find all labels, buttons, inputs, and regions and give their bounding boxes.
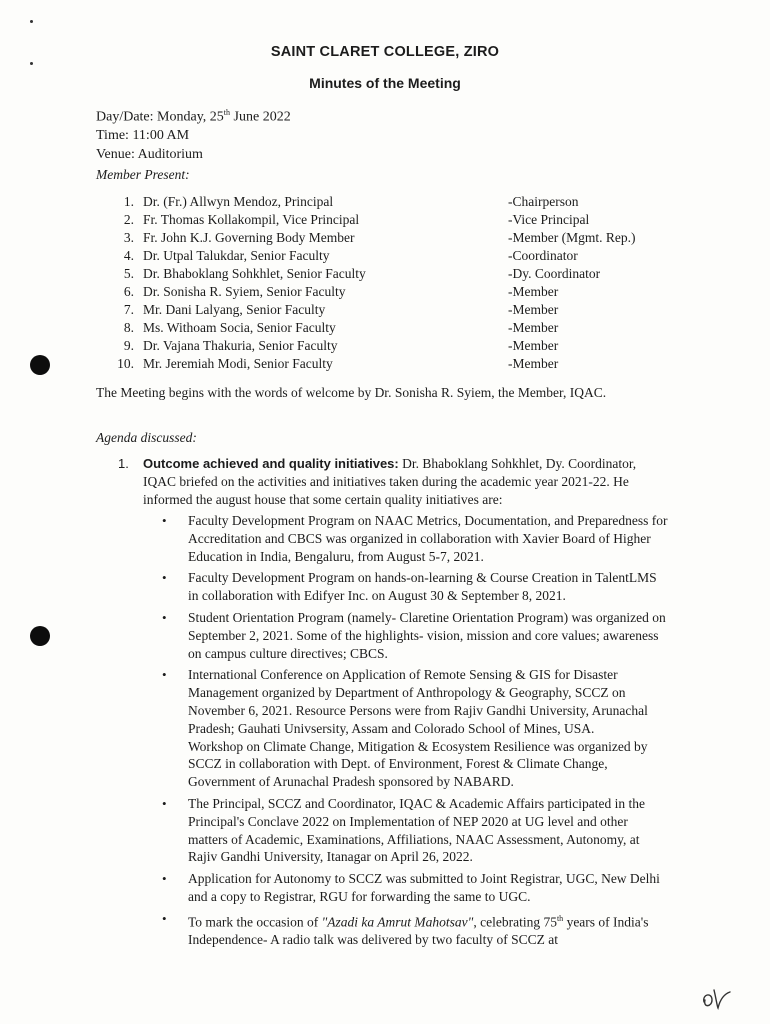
member-row	[116, 302, 676, 320]
member-row	[116, 194, 676, 212]
member-row	[116, 356, 676, 374]
scan-speck	[30, 20, 33, 23]
member-name: Mr. Dani Lalyang, Senior Faculty	[143, 302, 326, 317]
member-row	[116, 284, 676, 302]
members-list	[116, 194, 676, 374]
initiative-bullet: • To mark the occasion of "Azadi ka Amrut Mahotsav", celebrating 75th years of India's Independence- A radio talk was delivered by two faculty of SCCZ at	[188, 910, 668, 949]
member-row	[116, 230, 676, 248]
member-name: Dr. Sonisha R. Syiem, Senior Faculty	[143, 284, 346, 299]
meeting-details	[96, 104, 291, 164]
agenda-label: Agenda discussed:	[96, 430, 197, 445]
member-row	[116, 212, 676, 230]
members-present-label: Member Present:	[96, 167, 190, 182]
member-name: Dr. Bhaboklang Sohkhlet, Senior Faculty	[143, 266, 366, 281]
initiative-bullet: • Application for Autonomy to SCCZ was submitted to Joint Registrar, UGC, New Delhi and a copy to Registrar, RGU for forwarding the same to UGC.	[188, 870, 668, 906]
handwritten-initials	[700, 982, 740, 1012]
agenda-heading: Outcome achieved and quality initiatives:	[143, 456, 399, 471]
member-role: -Dy. Coordinator	[508, 266, 601, 281]
member-role: -Member (Mgmt. Rep.)	[508, 230, 636, 245]
initiative-bullet: • Faculty Development Program on NAAC Metrics, Documentation, and Preparedness for Accreditation and CBCS was organized in collaboration with Xavier Board of Higher Education in India, Bengaluru, from August 5-7, 2021.	[188, 512, 668, 565]
agenda-text: Outcome achieved and quality initiatives: Dr. Bhaboklang Sohkhlet, Dy. Coordinator, IQAC briefed on the activities and initiatives taken during the academic year 2021-22. He informed the august house that some certain quality initiatives are:	[143, 456, 637, 507]
meeting-date: Day/Date: Monday, 25th June 2022	[96, 108, 291, 125]
member-role: -Member	[508, 338, 559, 353]
member-role: -Member	[508, 356, 559, 371]
college-name: SAINT CLARET COLLEGE, ZIRO	[270, 44, 500, 60]
member-number: 9.	[123, 338, 134, 353]
member-name: Fr. John K.J. Governing Body Member	[143, 230, 355, 245]
meeting-time: Time: 11:00 AM	[96, 128, 190, 144]
initiative-bullet: • International Conference on Application of Remote Sensing & GIS for Disaster Management organized by Department of Anthropology & Geography, SCCZ on November 6, 2021. Resource Persons were from Rajiv Gandhi University, Arunachal Pradesh; Gauhati Univsersity, Assam and Colorado School of Mines, USA. Workshop on Climate Change, Mitigation & Ecosystem Resilience was organized by SCCZ in collaboration with Dept. of Environment, Forest & Climate Change, Government of Arunachal Pradesh sponsored by NABARD.	[188, 666, 668, 791]
agenda-number: 1.	[118, 456, 129, 471]
member-row	[116, 320, 676, 338]
member-role: -Member	[508, 320, 559, 335]
member-number: 10.	[117, 356, 134, 371]
member-number: 4.	[123, 248, 134, 263]
initiative-bullet: • Faculty Development Program on hands-on-learning & Course Creation in TalentLMS in collaboration with Edifyer Inc. on August 30 & September 8, 2021.	[188, 569, 668, 605]
member-row	[116, 266, 676, 284]
member-name: Dr. Utpal Talukdar, Senior Faculty	[143, 248, 330, 263]
member-name: Dr. Vajana Thakuria, Senior Faculty	[143, 338, 338, 353]
member-role: -Member	[508, 284, 559, 299]
member-number: 2.	[123, 212, 134, 227]
opening-paragraph: The Meeting begins with the words of welcome by Dr. Sonisha R. Syiem, the Member, IQAC.	[96, 385, 607, 400]
meeting-venue: Venue: Auditorium	[96, 146, 203, 162]
initiative-bullet: • The Principal, SCCZ and Coordinator, IQAC & Academic Affairs participated in the Principal's Conclave 2022 on Implementation of NEP 2020 at UG level and other matters of Academic, Examinations, Affiliations, NAAC Assessment, Autonomy, at Rajiv Gandhi University, Itanagar on April 26, 2022.	[188, 795, 668, 866]
member-row	[116, 248, 676, 266]
agenda-item	[116, 455, 666, 508]
member-number: 1.	[123, 194, 134, 209]
punch-hole	[30, 355, 50, 375]
member-number: 5.	[123, 266, 134, 281]
document-title: Minutes of the Meeting	[309, 75, 461, 91]
member-role: -Vice Principal	[508, 212, 590, 227]
member-number: 7.	[123, 302, 134, 317]
member-name: Dr. (Fr.) Allwyn Mendoz, Principal	[143, 194, 334, 209]
member-name: Mr. Jeremiah Modi, Senior Faculty	[143, 356, 333, 371]
member-number: 3.	[123, 230, 134, 245]
member-number: 8.	[123, 320, 134, 335]
member-name: Fr. Thomas Kollakompil, Vice Principal	[143, 212, 360, 227]
punch-hole	[30, 626, 50, 646]
member-row	[116, 338, 676, 356]
initiative-bullet: • Student Orientation Program (namely- Claretine Orientation Program) was organized on September 2, 2021. Some of the highlights- vision, mission and core values; awareness on campus culture directives; CBCS.	[188, 609, 668, 662]
scan-speck	[30, 62, 33, 65]
member-role: -Coordinator	[508, 248, 578, 263]
member-role: -Chairperson	[508, 194, 579, 209]
initiatives-list	[188, 512, 668, 953]
member-number: 6.	[123, 284, 134, 299]
member-role: -Member	[508, 302, 559, 317]
member-name: Ms. Withoam Socia, Senior Faculty	[143, 320, 336, 335]
